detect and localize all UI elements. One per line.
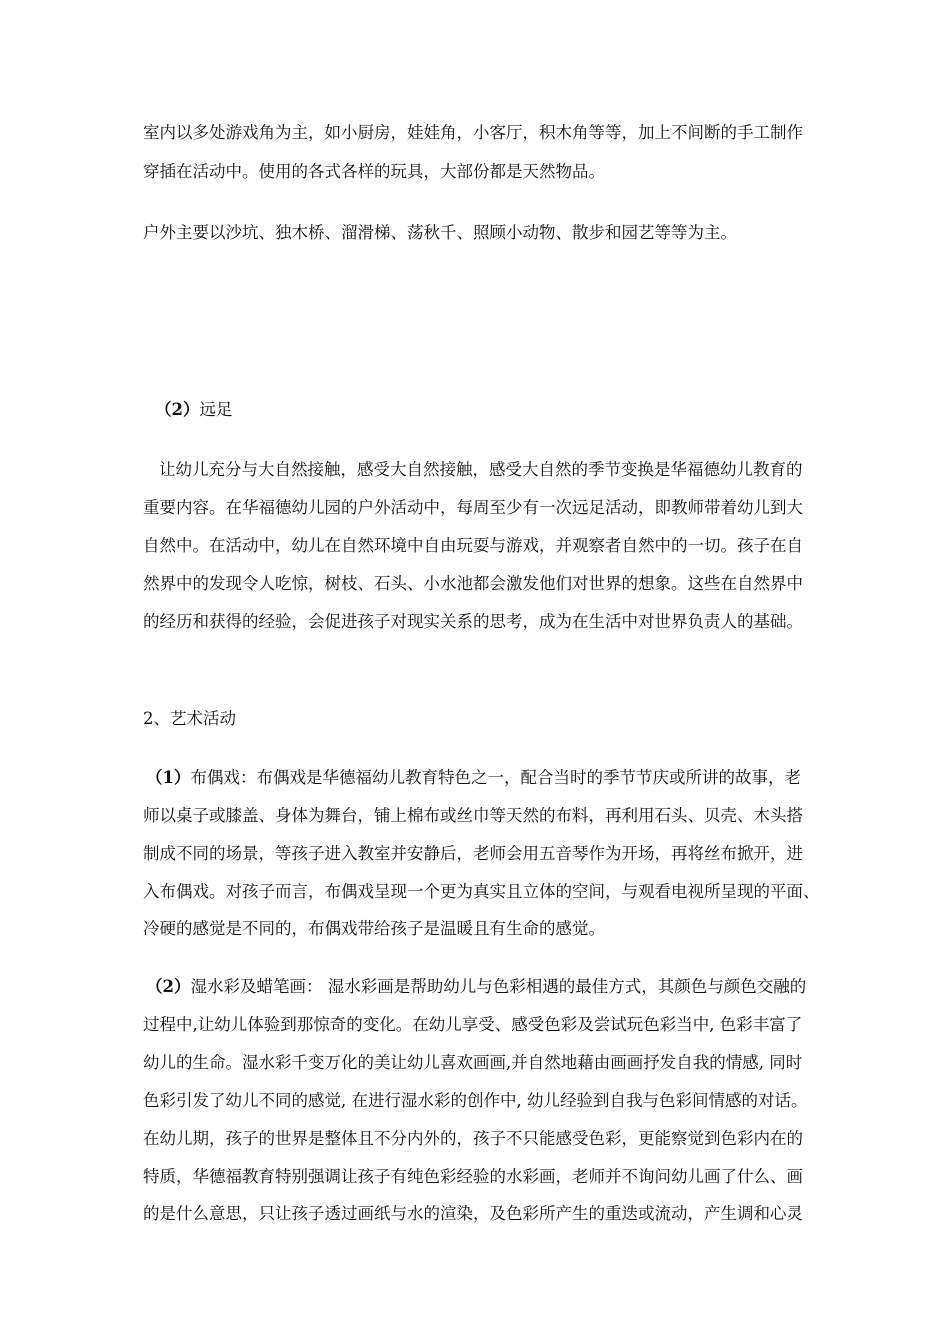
text-line: 的是什么意思，只让孩子透过画纸与水的渲染，及色彩所产生的重迭或流动，产生调和心灵 — [143, 1204, 803, 1223]
item-number: （2） — [146, 977, 191, 996]
text-line: 然界中的发现令人吃惊，树枝、石头、小水池都会激发他们对世界的想象。这些在自然界中 — [143, 574, 803, 593]
section-heading — [155, 399, 232, 421]
text-line: 冷硬的感觉是不同的，布偶戏带给孩子是温暖且有生命的感觉。 — [143, 919, 605, 938]
text-line: 师以桌子或膝盖、身体为舞台，铺上棉布或丝巾等天然的布料，再利用石头、贝壳、木头搭 — [143, 806, 803, 825]
text-line: 色彩引发了幼儿不同的感觉, 在进行湿水彩的创作中, 幼儿经验到自我与色彩间情感的对话。 — [143, 1091, 808, 1110]
text-line: 室内以多处游戏角为主，如小厨房，娃娃角，小客厅，积木角等等，加上不间断的手工制作 — [143, 123, 803, 142]
text-line: 入布偶戏。对孩子而言，布偶戏呈现一个更为真实且立体的空间，与观看电视所呈现的平面、 — [143, 882, 820, 901]
text-line: 穿插在活动中。使用的各式各样的玩具，大部份都是天然物品。 — [143, 162, 605, 181]
text-line: 重要内容。在华福德幼儿园的户外活动中，每周至少有一次远足活动，即教师带着幼儿到大 — [143, 498, 803, 517]
text-line: 让幼儿充分与大自然接触，感受大自然接触，感受大自然的季节变换是华福德幼儿教育的 — [159, 460, 803, 479]
text-line: 特质，华德福教育特别强调让孩子有纯色彩经验的水彩画，老师并不询问幼儿画了什么、画 — [143, 1167, 803, 1186]
text-line: （1）布偶戏：布偶戏是华德福幼儿教育特色之一，配合当时的季节节庆或所讲的故事，老 — [146, 768, 801, 787]
item-number: （1） — [146, 768, 191, 787]
text-line: 的经历和获得的经验，会促进孩子对现实关系的思考，成为在生活中对世界负责人的基础。 — [143, 612, 803, 631]
text-line: （2）湿水彩及蜡笔画： 湿水彩画是帮助幼儿与色彩相遇的最佳方式，其颜色与颜色交融的 — [146, 977, 807, 996]
section-heading: 2、艺术活动 — [143, 709, 236, 728]
text-line: 过程中,让幼儿体验到那惊奇的变化。在幼儿享受、感受色彩及尝试玩色彩当中, 色彩丰富了 — [143, 1015, 803, 1034]
text-line: 户外主要以沙坑、独木桥、溜滑梯、荡秋千、照顾小动物、散步和园艺等等为主。 — [143, 223, 737, 242]
section-title: 远足 — [199, 400, 233, 419]
section-number: （2） — [155, 400, 200, 419]
text-line: 在幼儿期，孩子的世界是整体且不分内外的，孩子不只能感受色彩，更能察觉到色彩内在的 — [143, 1129, 803, 1148]
text-line: 制成不同的场景，等孩子进入教室并安静后，老师会用五音琴作为开场，再将丝布掀开，进 — [143, 844, 803, 863]
text-line: 幼儿的生命。湿水彩千变万化的美让幼儿喜欢画画,并自然地藉由画画抒发自我的情感, 同时 — [143, 1053, 803, 1072]
text-line: 自然中。在活动中，幼儿在自然环境中自由玩耍与游戏，并观察者自然中的一切。孩子在自 — [143, 536, 803, 555]
